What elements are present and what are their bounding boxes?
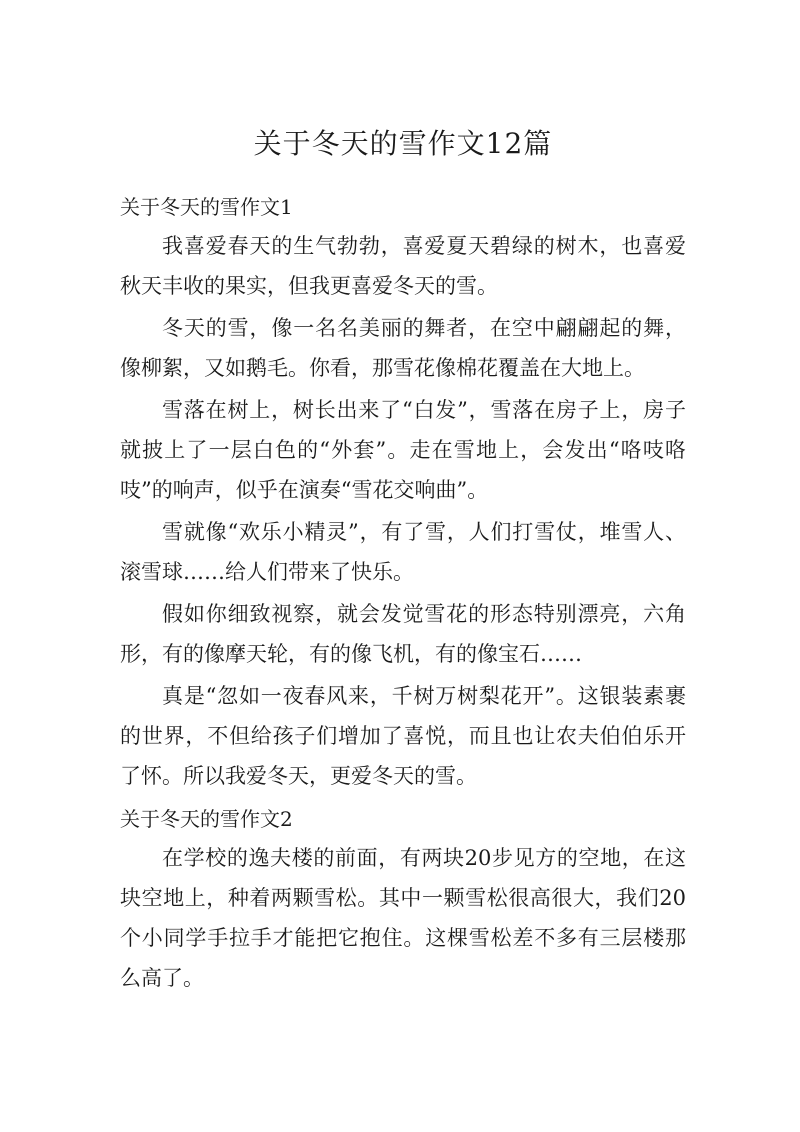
essay-section-1 (120, 192, 686, 796)
section-heading: 关于冬天的雪作文1 (120, 195, 293, 219)
paragraph: 冬天的雪，像一名名美丽的舞者，在空中翩翩起的舞，像柳絮，又如鹅毛。你看，那雪花像棉花覆盖在大地上。 (120, 316, 686, 380)
paragraph: 假如你细致视察，就会发觉雪花的形态特别漂亮，六角形，有的像摩天轮，有的像飞机，有的像宝石…… (120, 602, 686, 666)
section-heading: 关于冬天的雪作文2 (120, 807, 293, 831)
paragraph: 真是“忽如一夜春风来，千树万树梨花开”。这银装素裹的世界，不但给孩子们增加了喜悦，而且也让农夫伯伯乐开了怀。所以我爱冬天，更爱冬天的雪。 (120, 684, 686, 788)
paragraph: 在学校的逸夫楼的前面，有两块20步见方的空地，在这块空地上，种着两颗雪松。其中一颗雪松很高很大，我们20个小同学手拉手才能把它抱住。这棵雪松差不多有三层楼那么高了。 (120, 846, 686, 990)
document-title: 关于冬天的雪作文12篇 (253, 127, 553, 160)
paragraph: 雪落在树上，树长出来了“白发”，雪落在房子上，房子就披上了一层白色的“外套”。走在雪地上，会发出“咯吱咯吱”的响声，似乎在演奏“雪花交响曲”。 (120, 398, 686, 502)
paragraph: 我喜爱春天的生气勃勃，喜爱夏天碧绿的树木，也喜爱秋天丰收的果实，但我更喜爱冬天的雪。 (120, 234, 686, 298)
document-page (120, 122, 686, 1000)
paragraph: 雪就像“欢乐小精灵”，有了雪，人们打雪仗，堆雪人、滚雪球……给人们带来了快乐。 (120, 520, 686, 584)
essay-section-2 (120, 804, 686, 998)
